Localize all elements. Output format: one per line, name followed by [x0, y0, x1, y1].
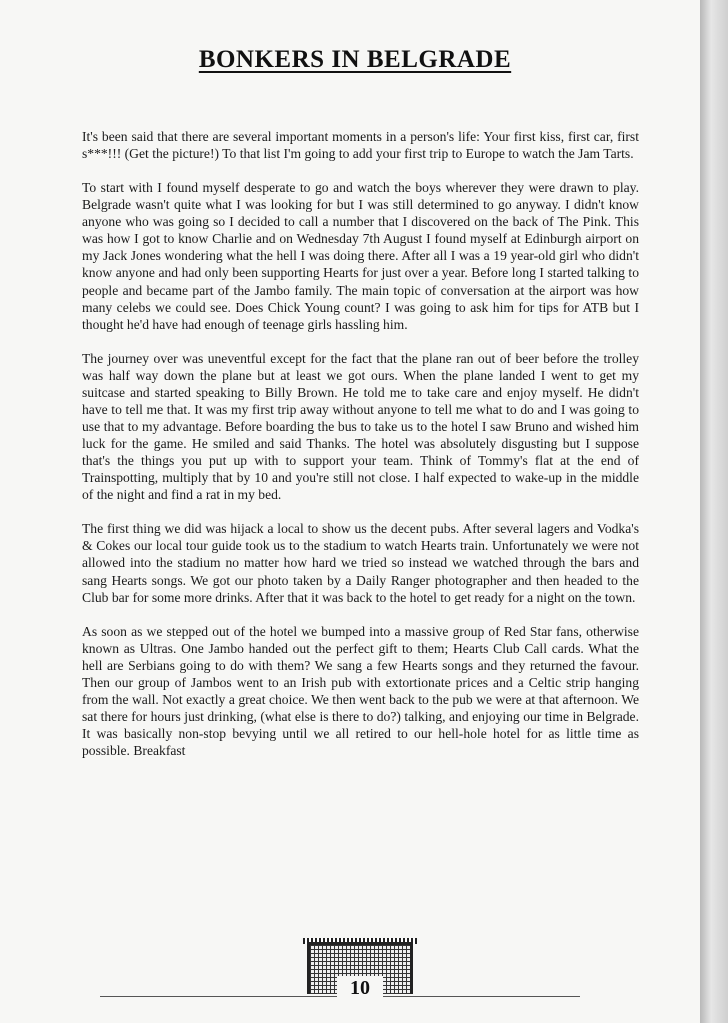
page-footer	[100, 938, 580, 1008]
article-title-text: BONKERS IN BELGRADE	[198, 46, 512, 73]
paragraph: The journey over was uneventful except for the fact that the plane ran out of beer before the trolley was half way down the plane but at least we got ours. When the plane landed I went to get my suitcase and started speaking to Billy Brown. He told me to take care and enjoy myself. He didn't have to tell me that. It was my first trip away without anyone to tell me what to do and I was going to use that to my advantage. Before boarding the bus to take us to the hotel I saw Bruno and wished him luck for the game. He smiled and said Thanks. The hotel was absolutely disgusting but I suppose that's the things you put up with to support your team. Think of Tommy's flat at the end of Trainspotting, multiply that by 10 and you're still not close. I half expected to wake-up in the middle of the night and find a rat in my bed.	[82, 350, 639, 503]
paragraph: As soon as we stepped out of the hotel we bumped into a massive group of Red Star fans, otherwise known as Ultras. One Jambo handed out the perfect gift to them; Hearts Club Call cards. What the hell are Serbians going to do with them? We sang a few Hearts songs and they returned the favour. Then our group of Jambos went to an Irish pub with extortionate prices and a Celtic strip hanging from the wall. Not exactly a great choice. We then went back to the pub we were at that afternoon. We sat there for hours just drinking, (what else is there to do?) talking, and enjoying our time in Belgrade. It was basically non-stop bevying until we all retired to our hell-hole hotel for as little time as possible. Breakfast	[82, 623, 639, 759]
paragraph: To start with I found myself desperate to go and watch the boys wherever they were drawn to play. Belgrade wasn't quite what I was looking for but I was still determined to go anyway. I didn't know anyone who was going so I decided to call a number that I discovered on the back of The Pink. This was how I got to know Charlie and on Wednesday 7th August I found myself at Edinburgh airport on my Jack Jones wondering what the hell I was doing there. After all I was a 19 year-old girl who didn't know anyone and had only been supporting Hearts for just over a year. Before long I started talking to people and became part of the Jambo family. The main topic of conversation at the airport was how many celebs we could see. Does Chick Young count? I was going to ask him for tips for ATB but I thought he'd have had enough of teenage girls hassling him.	[82, 179, 639, 332]
paragraph: The first thing we did was hijack a local to show us the decent pubs. After several lagers and Vodka's & Cokes our local tour guide took us to the stadium to watch Hearts train. Unfortunately we were not allowed into the stadium no matter how hard we tried so instead we watched through the bars and sang Hearts songs. We got our photo taken by a Daily Ranger photographer and then headed to the Club bar for some more drinks. After that it was back to the hotel to get ready for a night on the town.	[82, 521, 639, 605]
article-body	[82, 128, 639, 776]
article-title	[0, 46, 710, 74]
paragraph: It's been said that there are several important moments in a person's life: Your first kiss, first car, first s***!!! (Get the picture!) To that list I'm going to add your first trip to Europe to watch the Jam Tarts.	[82, 129, 639, 162]
page-edge-shadow	[700, 0, 728, 1023]
page-number: 10	[337, 976, 383, 1000]
